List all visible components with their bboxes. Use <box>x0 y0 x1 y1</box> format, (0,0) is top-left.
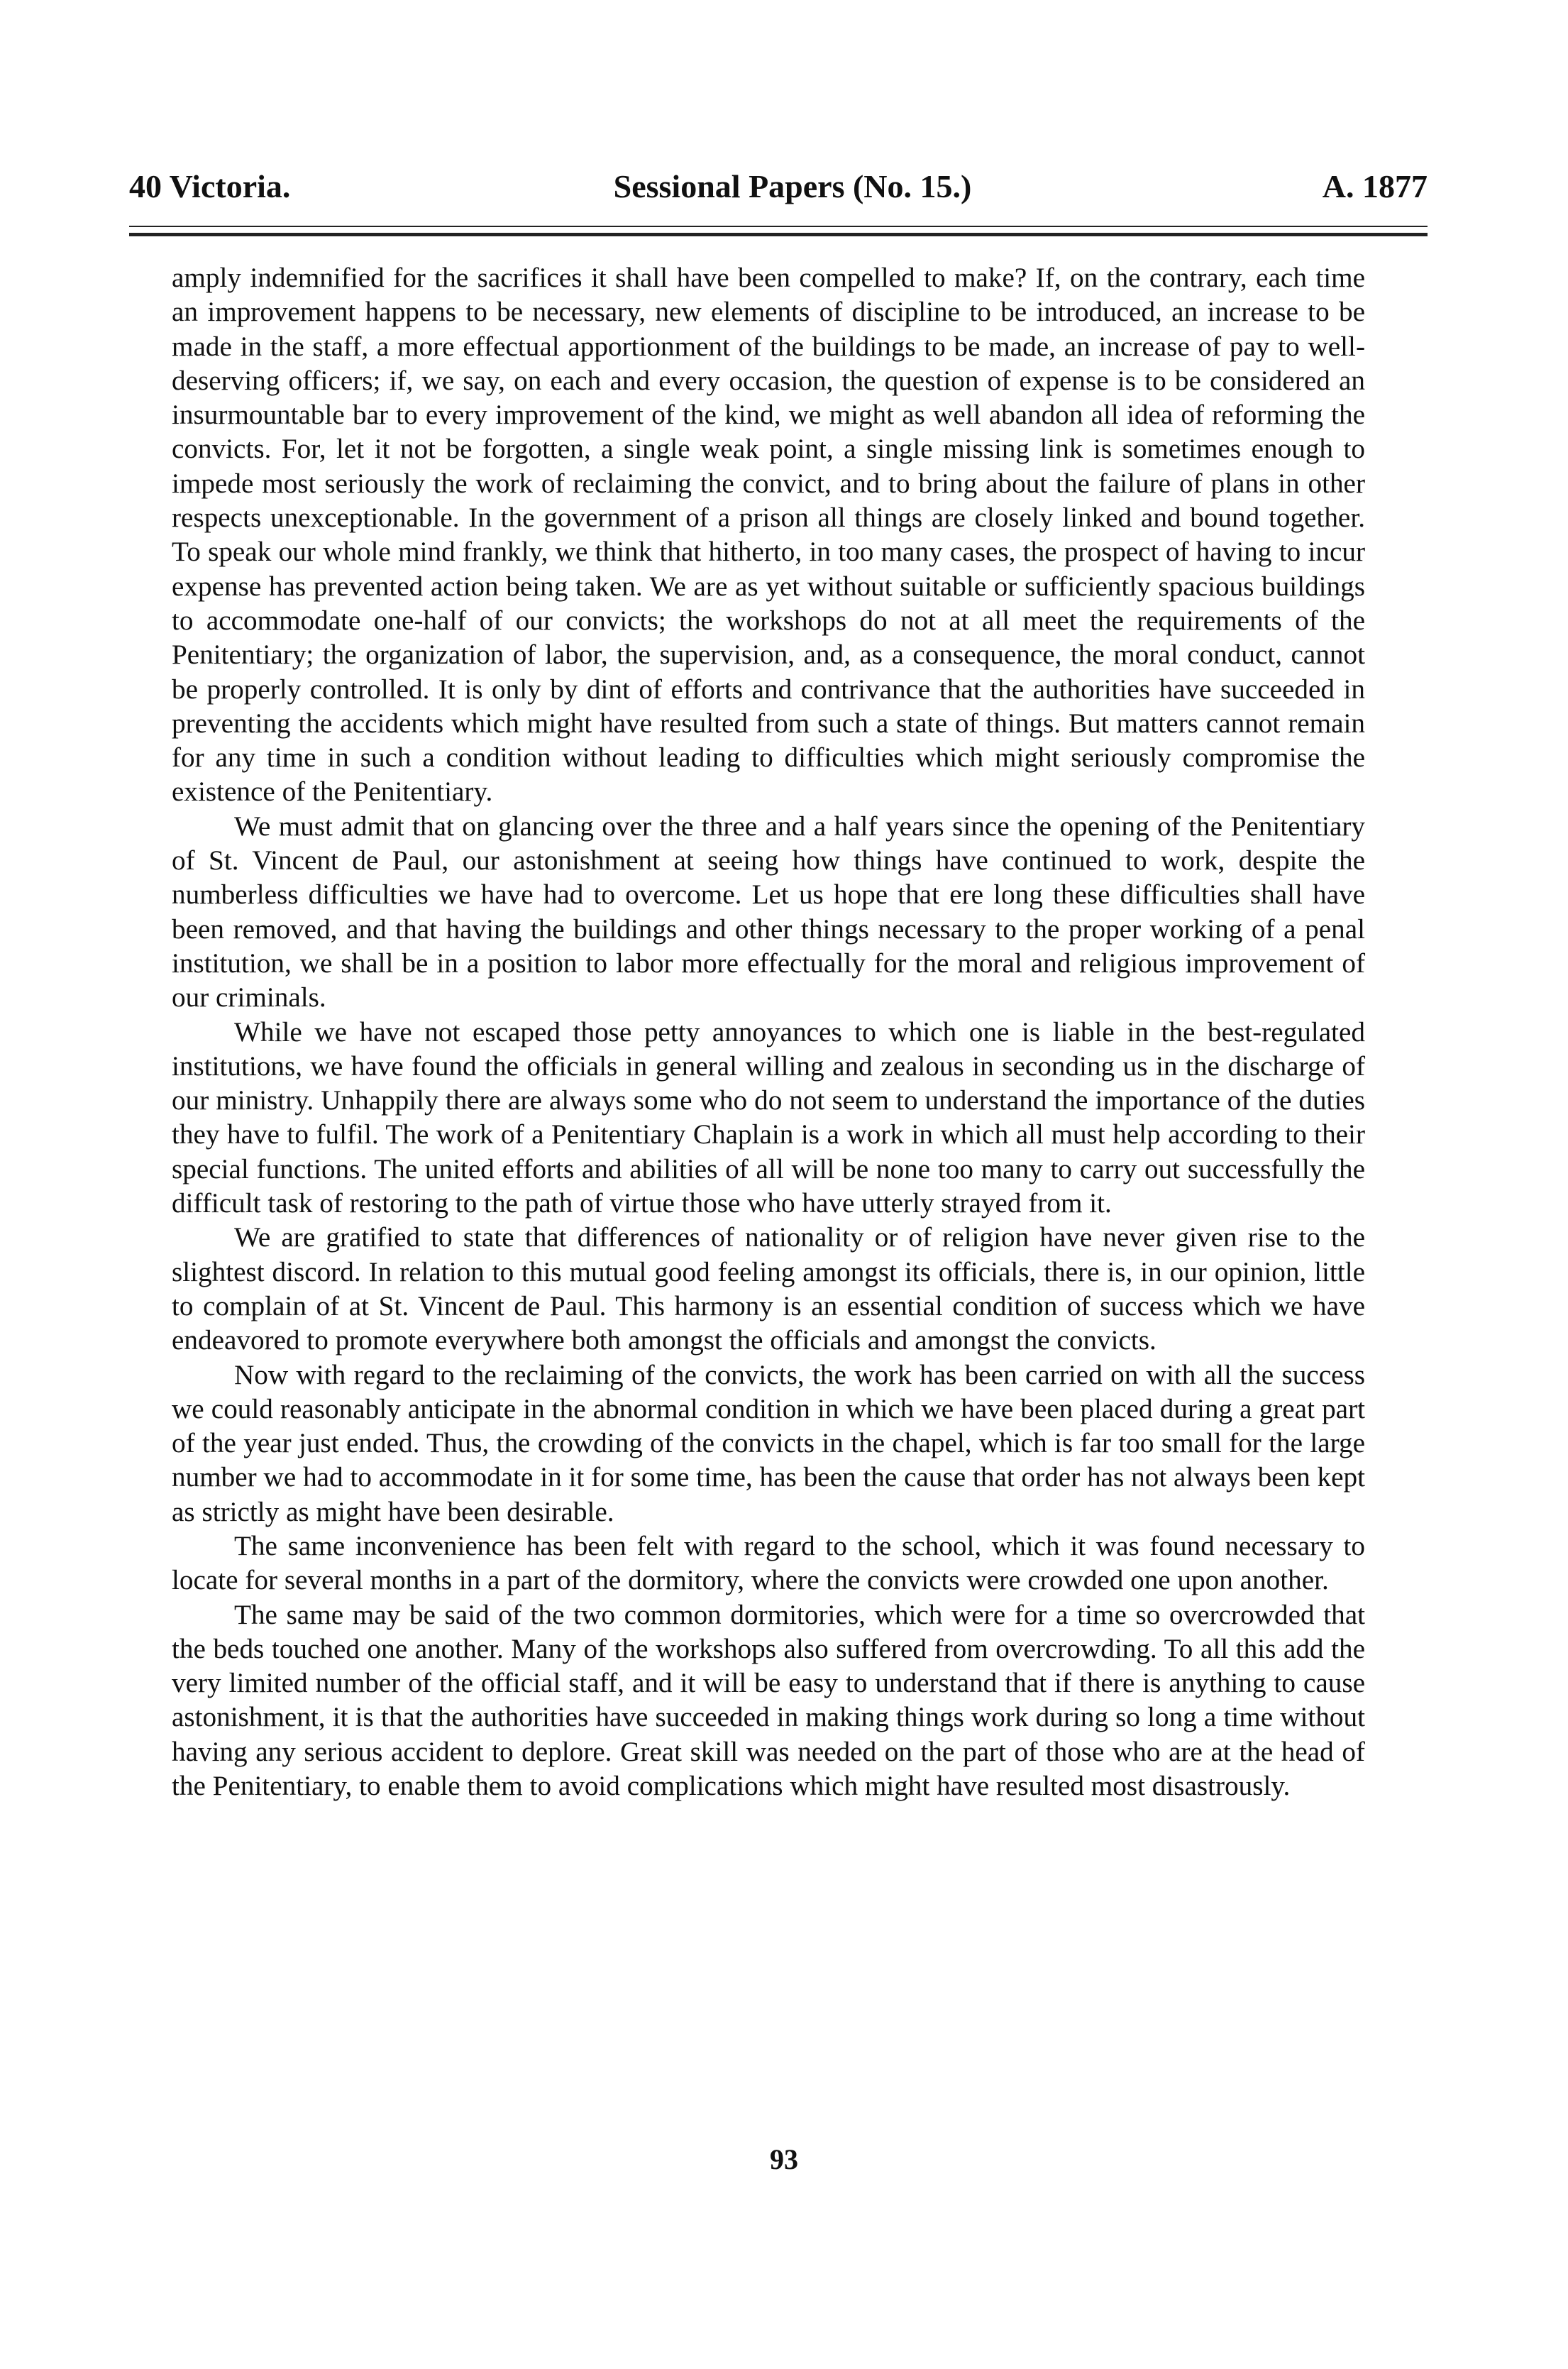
header-rule-thick <box>129 233 1428 236</box>
header-volume: 40 Victoria. <box>129 168 291 204</box>
header-year: A. 1877 <box>1322 168 1428 204</box>
paragraph: The same inconvenience has been felt with regard to the school, which it was found necessary to locate for several months in a part of the dormitory, where the convicts were crowded one upon another. <box>172 1530 1365 1596</box>
header-rule-thin <box>129 226 1428 227</box>
body-text <box>172 261 1365 1803</box>
paragraph-continued: amply indemnified for the sacrifices it shall have been compelled to make? If, on the contrary, each time an improvement happens to be necessary, new elements of discipline to be introduced, an increase to be made in the staff, a more effectual apportionment of the buildings to be made, an increase of pay to well-deserving officers; if, we say, on each and every occasion, the question of expense is to be considered an insurmountable bar to every improvement of the kind, we might as well abandon all idea of reforming the convicts. For, let it not be forgotten, a single weak point, a single missing link is sometimes enough to impede most seriously the work of reclaiming the convict, and to bring about the failure of plans in other respects unexceptionable. In the government of a prison all things are closely linked and bound together. To speak our whole mind frankly, we think that hitherto, in too many cases, the prospect of having to incur expense has prevented action being taken. We are as yet without suitable or sufficiently spacious buildings to accommodate one-half of our convicts; the workshops do not at all meet the requirements of the Penitentiary; the organization of labor, the supervision, and, as a consequence, the moral conduct, cannot be properly controlled. It is only by dint of efforts and contrivance that the authorities have succeeded in preventing the accidents which might have resulted from such a state of things. But matters cannot remain for any time in such a condition without leading to difficulties which might seriously compromise the existence of the Penitentiary. <box>172 263 1365 808</box>
paragraph: While we have not escaped those petty annoyances to which one is liable in the best-regulated institutions, we have found the officials in general willing and zealous in seconding us in the discharge of our ministry. Unhappily there are always some who do not seem to understand the importance of the duties they have to fulfil. The work of a Penitentiary Chaplain is a work in which all must help according to their special functions. The united efforts and abilities of all will be none too many to carry out successfully the difficult task of restoring to the path of virtue those who have utterly strayed from it. <box>172 1016 1365 1219</box>
header-title: Sessional Papers (No. 15.) <box>613 168 972 204</box>
paragraph: We are gratified to state that differences of nationality or of religion have never given rise to the slightest discord. In relation to this mutual good feeling amongst its officials, there is, in our opinion, little to complain of at St. Vincent de Paul. This harmony is an essential condition of success which we have endeavored to promote everywhere both amongst the officials and amongst the convicts. <box>172 1222 1365 1356</box>
paragraph: The same may be said of the two common dormitories, which were for a time so overcrowded that the beds touched one another. Many of the workshops also suffered from overcrowding. To all this add the very limited number of the official staff, and it will be easy to understand that if there is anything to cause astonishment, it is that the authorities have succeeded in making things work during so long a time without having any serious accident to deplore. Great skill was needed on the part of those who are at the head of the Penitentiary, to enable them to avoid complications which might have resulted most disastrously. <box>172 1599 1365 1802</box>
paragraph: Now with regard to the reclaiming of the convicts, the work has been carried on with all the success we could reasonably anticipate in the abnormal condition in which we have been placed during a great part of the year just ended. Thus, the crowding of the convicts in the chapel, which is far too small for the large number we had to accommodate in it for some time, has been the cause that order has not always been kept as strictly as might have been desirable. <box>172 1359 1365 1527</box>
paragraph: We must admit that on glancing over the three and a half years since the opening of the Penitentiary of St. Vincent de Paul, our astonishment at seeing how things have continued to work, despite the numberless difficulties we have had to overcome. Let us hope that ere long these difficulties shall have been removed, and that having the buildings and other things necessary to the proper working of a penal institution, we shall be in a position to labor more effectually for the moral and religious improvement of our criminals. <box>172 810 1365 1013</box>
page-number: 93 <box>770 2143 798 2175</box>
running-header <box>129 162 1428 211</box>
